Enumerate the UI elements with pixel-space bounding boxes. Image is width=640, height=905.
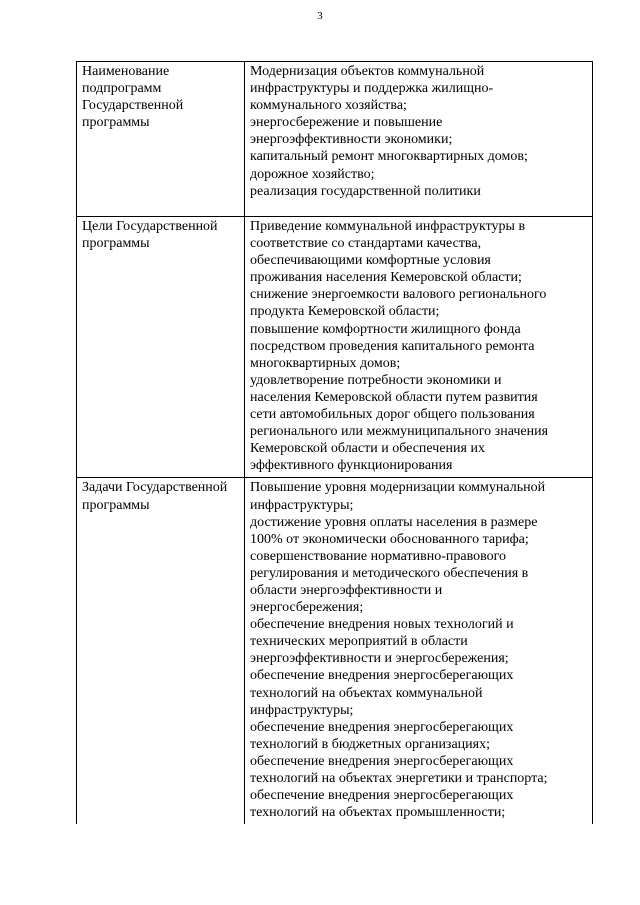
row-content-line: повышение комфортности жилищного фонда	[250, 321, 521, 337]
row-content-line: инфраструктуры;	[250, 702, 354, 718]
row-label-line: Цели Государственной	[82, 219, 218, 234]
row-content-line: Повышение уровня модернизации коммунальной	[250, 480, 546, 496]
row-content-line: капитальный ремонт многоквартирных домов;	[250, 149, 528, 165]
row-content-line: 100% от экономически обоснованного тарифа;	[250, 531, 529, 547]
row-content-line: эффективного функционирования	[250, 458, 453, 474]
row-label-cell	[77, 217, 245, 478]
row-content-line: технологий в бюджетных организациях;	[250, 736, 490, 752]
row-content-line: реализация государственной политики	[250, 183, 481, 199]
row-content-line: технологий на объектах энергетики и транспорта;	[250, 771, 548, 786]
row-content-line: энергоэффективности экономики;	[250, 132, 453, 148]
row-content-line: населения Кемеровской области путем развития	[250, 389, 538, 405]
row-content-line: обеспечение внедрения энергосберегающих	[250, 753, 514, 769]
row-content-cell	[245, 478, 593, 825]
row-content-line: удовлетворение потребности экономики и	[250, 372, 502, 388]
row-content-line: обеспечение внедрения новых технологий и	[250, 617, 514, 633]
table-row-tasks	[77, 478, 593, 825]
row-label-line: программы	[82, 236, 150, 252]
table-row-subprograms	[77, 62, 593, 217]
row-content-line: обеспечение внедрения энергосберегающих	[250, 788, 514, 804]
row-content-line: посредством проведения капитального ремонта	[250, 338, 535, 354]
row-label-cell	[77, 62, 245, 217]
row-label-line: Наименование	[82, 64, 170, 79]
row-content-line: Кемеровской области и обеспечения их	[250, 441, 485, 457]
page-number: 3	[317, 10, 323, 22]
row-content-line: обеспечение внедрения энергосберегающих	[250, 719, 514, 735]
row-content-line: Модернизация объектов коммунальной	[250, 64, 485, 79]
row-content-line: соответствие со стандартами качества,	[250, 236, 482, 252]
row-label-line: подпрограмм	[82, 81, 162, 97]
row-content-line: технологий на объектах промышленности;	[250, 805, 506, 821]
row-content-line: обеспечение внедрения энергосберегающих	[250, 668, 514, 684]
row-label-line: программы	[82, 497, 150, 513]
row-content-line: технических мероприятий в области	[250, 634, 468, 650]
row-content-line: инфраструктуры и поддержка жилищно-	[250, 81, 494, 97]
row-content-line: дорожное хозяйство;	[250, 166, 375, 182]
row-content-line: энергоэффективности и энергосбережения;	[250, 651, 509, 667]
row-content-line: многоквартирных домов;	[250, 355, 401, 371]
row-label-line: Государственной	[82, 98, 184, 114]
row-content-line: совершенствование нормативно-правового	[250, 548, 507, 564]
row-content-line: инфраструктуры;	[250, 497, 354, 513]
row-content-line: продукта Кемеровской области;	[250, 304, 440, 320]
row-label-line: программы	[82, 115, 150, 131]
row-content-line: снижение энергоемкости валового регионального	[250, 287, 547, 303]
row-content-cell	[245, 62, 593, 217]
row-label-cell	[77, 478, 245, 825]
row-content-line: обеспечивающими комфортные условия	[250, 253, 491, 269]
row-content-line: области энергоэффективности и	[250, 582, 443, 598]
row-content-line: коммунального хозяйства;	[250, 98, 407, 114]
row-label-line: Задачи Государственной	[82, 480, 228, 496]
row-content-line: сети автомобильных дорог общего пользования	[250, 407, 535, 423]
row-content-line: регионального или межмуниципального значения	[250, 424, 549, 440]
row-content-line: энергосбережение и повышение	[250, 115, 443, 131]
row-content-line: энергосбережения;	[250, 600, 364, 616]
row-content-line: Приведение коммунальной инфраструктуры в	[250, 219, 526, 234]
row-content-cell	[245, 217, 593, 478]
row-content-line: достижение уровня оплаты населения в размере	[250, 514, 538, 530]
row-content-line: регулирования и методического обеспечения в	[250, 565, 529, 581]
table-row-goals	[77, 217, 593, 478]
row-content-line: технологий на объектах коммунальной	[250, 685, 483, 701]
program-passport-table	[76, 61, 593, 824]
row-content-line: проживания населения Кемеровской области;	[250, 270, 522, 286]
